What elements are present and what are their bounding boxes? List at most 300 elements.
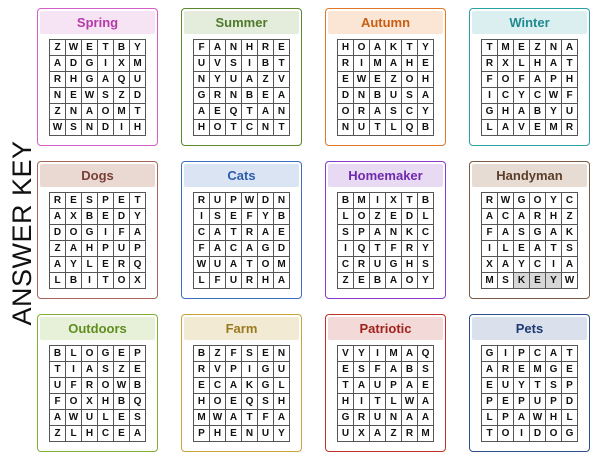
grid-cell: B <box>66 273 82 289</box>
grid-cell: D <box>274 241 290 257</box>
grid-cell: E <box>258 88 274 104</box>
grid-cell: U <box>50 378 66 394</box>
grid-cell: I <box>370 346 386 362</box>
grid-cell: T <box>482 40 498 56</box>
grid-cell: G <box>82 72 98 88</box>
grid-cell: N <box>194 72 210 88</box>
grid-cell: H <box>402 257 418 273</box>
grid-cell: L <box>482 120 498 136</box>
grid-cell: G <box>338 410 354 426</box>
grid-cell: E <box>530 273 546 289</box>
grid-cell: L <box>194 273 210 289</box>
grid-cell: W <box>546 88 562 104</box>
grid-cell: P <box>130 241 146 257</box>
grid-cell: M <box>130 56 146 72</box>
grid-cell: F <box>258 410 274 426</box>
grid-cell: A <box>562 40 578 56</box>
grid-cell: A <box>370 426 386 442</box>
grid-cell: F <box>210 273 226 289</box>
grid-cell: O <box>82 346 98 362</box>
grid-cell: A <box>418 410 434 426</box>
grid-cell: R <box>258 40 274 56</box>
grid-cell: U <box>82 410 98 426</box>
grid-cell: R <box>402 241 418 257</box>
grid-cell: R <box>82 378 98 394</box>
grid-cell: Z <box>386 72 402 88</box>
letter-grid <box>49 192 146 289</box>
grid-cell: A <box>210 40 226 56</box>
grid-cell: A <box>498 120 514 136</box>
puzzle-dogs <box>37 161 158 299</box>
puzzle-summer <box>181 8 302 146</box>
grid-cell: Q <box>242 394 258 410</box>
grid-cell: F <box>482 225 498 241</box>
grid-cell: Z <box>258 72 274 88</box>
grid-cell: E <box>226 426 242 442</box>
grid-cell: Z <box>50 40 66 56</box>
grid-cell: T <box>274 56 290 72</box>
grid-cell: N <box>50 88 66 104</box>
grid-cell: L <box>82 257 98 273</box>
grid-cell: M <box>274 257 290 273</box>
grid-cell: U <box>210 257 226 273</box>
grid-cell: B <box>530 104 546 120</box>
letter-grid <box>193 192 290 289</box>
grid-cell: U <box>530 394 546 410</box>
grid-cell: L <box>66 346 82 362</box>
grid-cell: A <box>50 209 66 225</box>
grid-cell: Y <box>130 40 146 56</box>
grid-cell: D <box>114 209 130 225</box>
grid-cell: R <box>242 273 258 289</box>
grid-cell: S <box>498 273 514 289</box>
grid-cell: A <box>130 426 146 442</box>
grid-cell: A <box>258 104 274 120</box>
grid-cell: T <box>130 104 146 120</box>
grid-cell: E <box>66 88 82 104</box>
grid-cell: A <box>370 40 386 56</box>
grid-cell: T <box>98 40 114 56</box>
grid-cell: Y <box>418 104 434 120</box>
grid-cell: A <box>242 72 258 88</box>
grid-cell: P <box>482 394 498 410</box>
grid-cell: S <box>402 88 418 104</box>
grid-cell: E <box>194 378 210 394</box>
grid-cell: N <box>338 120 354 136</box>
grid-cell: A <box>386 273 402 289</box>
grid-cell: W <box>498 193 514 209</box>
grid-cell: S <box>82 193 98 209</box>
grid-cell: K <box>386 40 402 56</box>
grid-cell: S <box>258 394 274 410</box>
puzzle-winter <box>469 8 590 146</box>
grid-cell: L <box>98 410 114 426</box>
grid-cell: P <box>98 241 114 257</box>
grid-cell: E <box>418 56 434 72</box>
grid-cell: C <box>338 257 354 273</box>
grid-cell: A <box>402 378 418 394</box>
grid-cell: P <box>514 394 530 410</box>
grid-cell: E <box>338 72 354 88</box>
grid-cell: H <box>498 104 514 120</box>
grid-cell: P <box>98 193 114 209</box>
grid-cell: G <box>258 378 274 394</box>
grid-cell: O <box>498 72 514 88</box>
grid-cell: H <box>562 72 578 88</box>
grid-cell: S <box>98 362 114 378</box>
grid-cell: N <box>546 40 562 56</box>
grid-cell: H <box>546 410 562 426</box>
puzzle-handyman <box>469 161 590 299</box>
grid-cell: P <box>226 362 242 378</box>
grid-cell: D <box>98 120 114 136</box>
grid-cell: H <box>130 120 146 136</box>
grid-cell: A <box>370 225 386 241</box>
grid-cell: C <box>210 378 226 394</box>
grid-cell: F <box>194 40 210 56</box>
grid-cell: B <box>82 209 98 225</box>
grid-cell: N <box>226 40 242 56</box>
grid-cell: N <box>242 426 258 442</box>
grid-cell: O <box>258 257 274 273</box>
puzzle-title: Cats <box>184 164 299 187</box>
grid-cell: A <box>562 257 578 273</box>
grid-cell: B <box>50 346 66 362</box>
grid-cell: Z <box>370 209 386 225</box>
grid-cell: B <box>114 394 130 410</box>
grid-cell: Y <box>258 209 274 225</box>
grid-cell: F <box>482 72 498 88</box>
grid-cell: W <box>66 40 82 56</box>
grid-cell: B <box>402 362 418 378</box>
puzzle-title: Handyman <box>472 164 587 187</box>
grid-cell: G <box>82 56 98 72</box>
grid-cell: L <box>274 378 290 394</box>
grid-cell: Y <box>210 72 226 88</box>
grid-cell: A <box>514 104 530 120</box>
grid-cell: B <box>338 193 354 209</box>
grid-cell: O <box>354 40 370 56</box>
letter-grid <box>49 39 146 136</box>
grid-cell: L <box>498 241 514 257</box>
grid-cell: T <box>562 56 578 72</box>
grid-cell: E <box>114 193 130 209</box>
grid-cell: A <box>226 257 242 273</box>
grid-cell: T <box>402 40 418 56</box>
puzzle-title: Outdoors <box>40 317 155 340</box>
grid-cell: R <box>242 225 258 241</box>
grid-cell: G <box>482 346 498 362</box>
grid-cell: A <box>386 56 402 72</box>
grid-cell: A <box>66 241 82 257</box>
grid-cell: L <box>418 209 434 225</box>
grid-cell: M <box>114 104 130 120</box>
grid-cell: I <box>114 120 130 136</box>
grid-cell: Y <box>418 241 434 257</box>
grid-cell: W <box>210 410 226 426</box>
grid-cell: H <box>242 40 258 56</box>
grid-cell: M <box>194 410 210 426</box>
grid-cell: A <box>530 241 546 257</box>
grid-cell: E <box>226 394 242 410</box>
grid-cell: E <box>562 362 578 378</box>
grid-cell: I <box>370 193 386 209</box>
grid-cell: Z <box>50 104 66 120</box>
grid-cell: U <box>354 120 370 136</box>
grid-cell: H <box>402 56 418 72</box>
grid-cell: H <box>210 426 226 442</box>
grid-cell: R <box>210 88 226 104</box>
grid-cell: S <box>338 225 354 241</box>
grid-cell: P <box>514 346 530 362</box>
grid-cell: O <box>210 394 226 410</box>
grid-cell: S <box>418 362 434 378</box>
grid-cell: I <box>354 56 370 72</box>
grid-cell: B <box>258 56 274 72</box>
grid-cell: Y <box>514 257 530 273</box>
grid-cell: A <box>498 257 514 273</box>
grid-cell: Q <box>418 346 434 362</box>
grid-cell: O <box>98 104 114 120</box>
grid-cell: R <box>50 72 66 88</box>
grid-cell: B <box>194 346 210 362</box>
puzzle-title: Summer <box>184 11 299 34</box>
grid-cell: R <box>354 104 370 120</box>
grid-cell: Q <box>226 104 242 120</box>
grid-cell: A <box>514 410 530 426</box>
puzzle-title: Farm <box>184 317 299 340</box>
letter-grid <box>193 345 290 442</box>
grid-cell: W <box>50 120 66 136</box>
grid-cell: Z <box>114 362 130 378</box>
grid-cell: O <box>546 426 562 442</box>
grid-cell: F <box>50 394 66 410</box>
puzzle-autumn <box>325 8 446 146</box>
grid-cell: D <box>338 88 354 104</box>
grid-cell: E <box>226 209 242 225</box>
grid-cell: I <box>514 426 530 442</box>
grid-cell: I <box>242 56 258 72</box>
grid-cell: L <box>50 273 66 289</box>
grid-cell: Z <box>338 273 354 289</box>
grid-cell: M <box>482 273 498 289</box>
grid-cell: A <box>386 362 402 378</box>
grid-cell: X <box>82 394 98 410</box>
grid-cell: P <box>498 410 514 426</box>
grid-cell: S <box>386 104 402 120</box>
letter-grid <box>193 39 290 136</box>
grid-cell: A <box>226 410 242 426</box>
grid-cell: N <box>274 104 290 120</box>
grid-cell: H <box>338 394 354 410</box>
grid-cell: V <box>210 56 226 72</box>
grid-cell: N <box>354 88 370 104</box>
grid-cell: G <box>82 225 98 241</box>
grid-cell: R <box>114 257 130 273</box>
grid-cell: G <box>386 257 402 273</box>
answer-key-title: ANSWER KEY <box>7 140 37 326</box>
grid-cell: X <box>114 56 130 72</box>
grid-cell: V <box>274 72 290 88</box>
grid-cell: C <box>194 225 210 241</box>
grid-cell: P <box>546 72 562 88</box>
grid-cell: L <box>562 410 578 426</box>
puzzle-title: Winter <box>472 11 587 34</box>
grid-cell: A <box>50 257 66 273</box>
grid-cell: H <box>546 209 562 225</box>
grid-cell: W <box>402 394 418 410</box>
grid-cell: A <box>226 378 242 394</box>
grid-cell: Z <box>530 40 546 56</box>
grid-cell: I <box>194 209 210 225</box>
grid-cell: N <box>274 193 290 209</box>
grid-cell: U <box>562 104 578 120</box>
grid-cell: E <box>418 378 434 394</box>
grid-cell: I <box>546 257 562 273</box>
grid-cell: F <box>114 225 130 241</box>
grid-cell: E <box>98 209 114 225</box>
grid-cell: E <box>114 426 130 442</box>
grid-cell: A <box>274 410 290 426</box>
grid-cell: F <box>194 241 210 257</box>
grid-cell: I <box>498 346 514 362</box>
grid-cell: G <box>98 346 114 362</box>
grid-cell: H <box>194 120 210 136</box>
grid-cell: R <box>402 426 418 442</box>
puzzle-title: Spring <box>40 11 155 34</box>
grid-cell: H <box>98 394 114 410</box>
grid-cell: T <box>226 120 242 136</box>
grid-cell: A <box>242 241 258 257</box>
grid-cell: E <box>386 209 402 225</box>
grid-cell: W <box>82 88 98 104</box>
grid-cell: C <box>498 209 514 225</box>
grid-cell: C <box>402 104 418 120</box>
letter-grid <box>49 345 146 442</box>
grid-cell: A <box>514 209 530 225</box>
grid-cell: C <box>562 193 578 209</box>
letter-grid <box>337 39 434 136</box>
grid-cell: X <box>386 193 402 209</box>
letter-grid <box>481 39 578 136</box>
grid-cell: T <box>546 241 562 257</box>
grid-cell: W <box>354 72 370 88</box>
grid-cell: Q <box>130 257 146 273</box>
grid-cell: T <box>482 426 498 442</box>
grid-cell: G <box>258 362 274 378</box>
grid-cell: U <box>274 362 290 378</box>
grid-cell: R <box>562 120 578 136</box>
grid-cell: L <box>386 394 402 410</box>
puzzle-patriotic <box>325 314 446 452</box>
grid-cell: B <box>130 378 146 394</box>
grid-cell: Y <box>354 346 370 362</box>
grid-cell: H <box>66 72 82 88</box>
grid-cell: N <box>386 225 402 241</box>
grid-cell: M <box>546 120 562 136</box>
grid-cell: K <box>402 225 418 241</box>
grid-cell: U <box>226 72 242 88</box>
grid-cell: O <box>354 209 370 225</box>
grid-cell: A <box>402 410 418 426</box>
grid-cell: B <box>274 209 290 225</box>
grid-cell: A <box>130 225 146 241</box>
letter-grid <box>337 192 434 289</box>
grid-cell: T <box>370 241 386 257</box>
grid-cell: X <box>482 257 498 273</box>
grid-cell: E <box>370 72 386 88</box>
grid-cell: P <box>562 378 578 394</box>
grid-cell: T <box>242 410 258 426</box>
grid-cell: C <box>242 120 258 136</box>
grid-cell: Q <box>114 72 130 88</box>
grid-cell: A <box>210 225 226 241</box>
grid-cell: Z <box>50 426 66 442</box>
grid-cell: T <box>226 225 242 241</box>
grid-cell: B <box>418 193 434 209</box>
grid-cell: Y <box>418 273 434 289</box>
grid-cell: Y <box>514 378 530 394</box>
grid-cell: N <box>226 88 242 104</box>
grid-cell: V <box>338 346 354 362</box>
grid-cell: I <box>354 394 370 410</box>
grid-cell: Y <box>514 88 530 104</box>
grid-cell: F <box>386 241 402 257</box>
puzzle-title: Dogs <box>40 164 155 187</box>
grid-cell: O <box>98 378 114 394</box>
grid-cell: H <box>338 40 354 56</box>
grid-cell: B <box>242 88 258 104</box>
grid-cell: R <box>482 56 498 72</box>
grid-cell: E <box>530 120 546 136</box>
puzzle-spring <box>37 8 158 146</box>
grid-cell: Q <box>402 120 418 136</box>
grid-cell: Z <box>386 426 402 442</box>
grid-cell: A <box>546 56 562 72</box>
grid-cell: T <box>530 378 546 394</box>
grid-cell: B <box>370 273 386 289</box>
grid-cell: K <box>562 225 578 241</box>
grid-cell: Q <box>354 241 370 257</box>
puzzle-outdoors <box>37 314 158 452</box>
grid-cell: C <box>530 346 546 362</box>
grid-cell: E <box>82 40 98 56</box>
grid-cell: A <box>194 104 210 120</box>
grid-cell: V <box>514 120 530 136</box>
grid-cell: P <box>130 346 146 362</box>
grid-cell: H <box>258 273 274 289</box>
grid-cell: A <box>498 225 514 241</box>
grid-cell: F <box>226 346 242 362</box>
grid-cell: Z <box>114 88 130 104</box>
grid-cell: Z <box>210 346 226 362</box>
grid-cell: A <box>418 88 434 104</box>
grid-cell: P <box>194 426 210 442</box>
grid-cell: P <box>226 193 242 209</box>
grid-cell: I <box>242 362 258 378</box>
grid-cell: D <box>530 426 546 442</box>
grid-cell: E <box>274 40 290 56</box>
grid-cell: E <box>514 241 530 257</box>
grid-cell: U <box>338 426 354 442</box>
grid-cell: U <box>210 193 226 209</box>
puzzle-title: Patriotic <box>328 317 443 340</box>
puzzle-title: Autumn <box>328 11 443 34</box>
grid-cell: Q <box>130 394 146 410</box>
grid-cell: O <box>114 273 130 289</box>
grid-cell: A <box>274 273 290 289</box>
grid-cell: I <box>98 225 114 241</box>
